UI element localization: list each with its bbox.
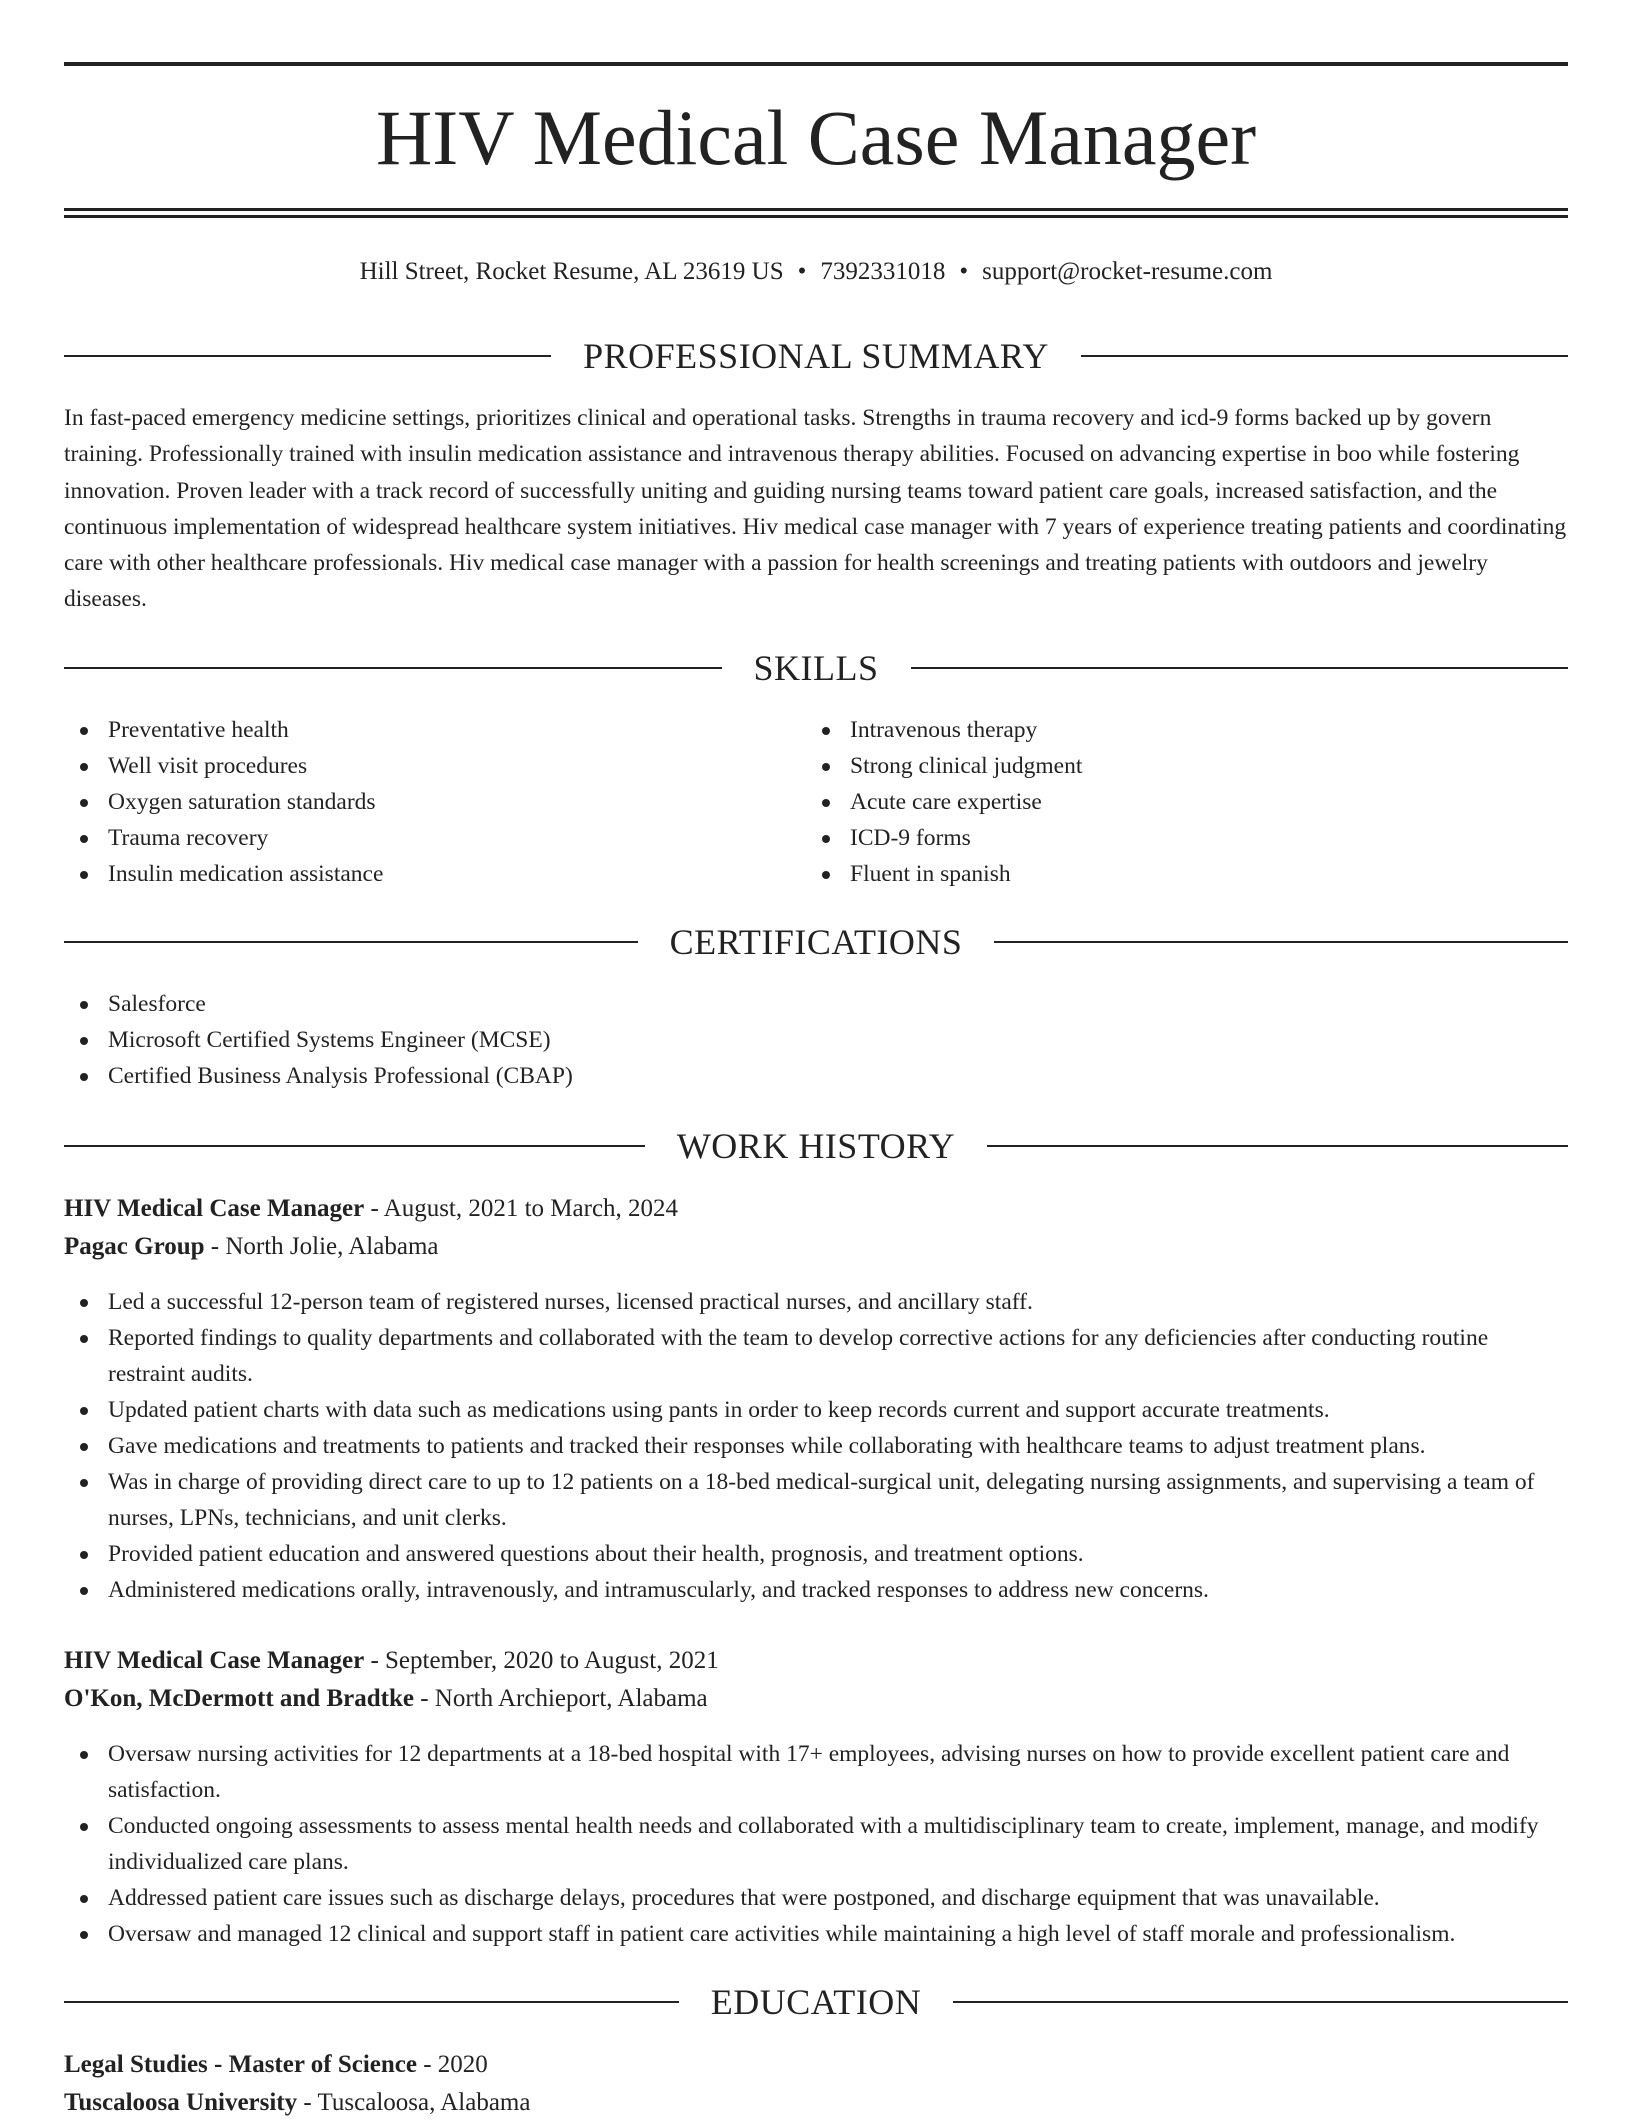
- job-company: Pagac Group: [64, 1233, 205, 1260]
- job-location: - North Archieport, Alabama: [413, 1685, 708, 1712]
- divider: [64, 2001, 679, 2003]
- skill-item: Trauma recovery: [64, 820, 804, 856]
- divider: [64, 1145, 645, 1147]
- page-title: HIV Medical Case Manager: [375, 94, 1257, 181]
- education-school: Tuscaloosa University: [64, 2089, 298, 2116]
- skill-item: ICD-9 forms: [806, 820, 1546, 856]
- section-heading-skills: [64, 644, 1568, 692]
- section-title: EDUCATION: [710, 1982, 922, 2022]
- contact-separator: •: [959, 258, 969, 285]
- education-school-line: [64, 2084, 1568, 2122]
- job-dates: - August, 2021 to March, 2024: [364, 1195, 679, 1222]
- education-year: - 2020: [416, 2051, 488, 2078]
- section-title: SKILLS: [753, 648, 879, 688]
- job-dates: - September, 2020 to August, 2021: [364, 1647, 719, 1674]
- job-duty-item: Administered medications orally, intravenously, and intramuscularly, and tracked responses to address new concerns.: [64, 1572, 1568, 1608]
- job-bullets: [64, 1284, 1568, 1608]
- education-entry: [64, 2046, 1568, 2122]
- certifications-block: [64, 986, 1568, 1094]
- contact-address: Hill Street, Rocket Resume, AL 23619 US: [359, 258, 784, 285]
- header-double-rule-upper: [64, 208, 1568, 211]
- divider: [987, 1145, 1568, 1147]
- skill-item: Insulin medication assistance: [64, 856, 804, 892]
- job-duty-item: Gave medications and treatments to patients and tracked their responses while collaborating with healthcare teams to adjust treatment plans.: [64, 1428, 1568, 1464]
- divider: [1081, 355, 1568, 357]
- section-heading-certifications: [64, 918, 1568, 966]
- certifications-list: [64, 986, 1568, 1094]
- skill-item: Intravenous therapy: [806, 712, 1546, 748]
- job-duties-list: [64, 1736, 1568, 1952]
- job-title-line: [64, 1642, 1568, 1680]
- skills-column-right: [806, 712, 1546, 892]
- job-duty-item: Reported findings to quality departments and collaborated with the team to develop corrective actions for any deficiencies after conducting routine restraint audits.: [64, 1320, 1568, 1392]
- skill-item: Acute care expertise: [806, 784, 1546, 820]
- job-title: HIV Medical Case Manager: [64, 1195, 365, 1222]
- skills-column-left: [64, 712, 804, 892]
- divider: [994, 941, 1568, 943]
- contact-email: support@rocket-resume.com: [982, 258, 1273, 285]
- skill-item: Oxygen saturation standards: [64, 784, 804, 820]
- divider: [953, 2001, 1568, 2003]
- job-duty-item: Addressed patient care issues such as discharge delays, procedures that were postponed, and discharge equipment that was unavailable.: [64, 1880, 1568, 1916]
- header-double-rule-lower: [64, 215, 1568, 218]
- divider: [64, 941, 638, 943]
- job-duty-item: Was in charge of providing direct care to up to 12 patients on a 18-bed medical-surgical unit, delegating nursing assignments, and supervising a team of nurses, LPNs, technicians, and unit clerks.: [64, 1464, 1568, 1536]
- job-duty-item: Conducted ongoing assessments to assess mental health needs and collaborated with a multidisciplinary team to create, implement, manage, and modify individualized care plans.: [64, 1808, 1568, 1880]
- contact-line: [64, 254, 1568, 290]
- skills-list-left: [64, 712, 804, 892]
- job-duty-item: Oversaw nursing activities for 12 departments at a 18-bed hospital with 17+ employees, advising nurses on how to provide excellent patient care and satisfaction.: [64, 1736, 1568, 1808]
- job-duty-item: Updated patient charts with data such as medications using pants in order to keep records current and support accurate treatments.: [64, 1392, 1568, 1428]
- skill-item: Well visit procedures: [64, 748, 804, 784]
- job-entry: [64, 1190, 1568, 1266]
- section-heading-summary: [64, 332, 1568, 380]
- divider: [911, 667, 1569, 669]
- job-entry: [64, 1642, 1568, 1718]
- certification-item: Certified Business Analysis Professional (CBAP): [64, 1058, 1568, 1094]
- job-company: O'Kon, McDermott and Bradtke: [64, 1685, 414, 1712]
- skill-item: Fluent in spanish: [806, 856, 1546, 892]
- skills-list-right: [806, 712, 1546, 892]
- job-title: HIV Medical Case Manager: [64, 1647, 365, 1674]
- summary-paragraph: In fast-paced emergency medicine settings, prioritizes clinical and operational tasks. Strengths in trauma recovery and icd-9 forms backed up by govern training. Professionally trained with insulin medication assistance and intravenous therapy abilities. Focused on advancing expertise in boo while fostering innovation. Proven leader with a track record of successfully uniting and guiding nursing teams toward patient care goals, increased satisfaction, and the continuous implementation of widespread healthcare system initiatives. Hiv medical case manager with 7 years of experience treating patients and coordinating care with other healthcare professionals. Hiv medical case manager with a passion for health screenings and treating patients with outdoors and jewelry diseases.: [64, 405, 1567, 613]
- skill-item: Preventative health: [64, 712, 804, 748]
- header-top-rule: [64, 62, 1568, 66]
- job-duty-item: Oversaw and managed 12 clinical and support staff in patient care activities while maintaining a high level of staff morale and professionalism.: [64, 1916, 1568, 1952]
- section-title: WORK HISTORY: [676, 1126, 956, 1166]
- education-location: - Tuscaloosa, Alabama: [297, 2089, 531, 2116]
- section-title: PROFESSIONAL SUMMARY: [583, 336, 1049, 376]
- job-company-line: [64, 1680, 1568, 1718]
- job-duty-item: Led a successful 12-person team of registered nurses, licensed practical nurses, and ancillary staff.: [64, 1284, 1568, 1320]
- job-company-line: [64, 1228, 1568, 1266]
- section-title: CERTIFICATIONS: [669, 922, 963, 962]
- contact-separator: •: [797, 258, 807, 285]
- skill-item: Strong clinical judgment: [806, 748, 1546, 784]
- job-duty-item: Provided patient education and answered questions about their health, prognosis, and treatment options.: [64, 1536, 1568, 1572]
- job-duties-list: [64, 1284, 1568, 1608]
- contact-phone: 7392331018: [820, 258, 946, 285]
- job-title-line: [64, 1190, 1568, 1228]
- certification-item: Microsoft Certified Systems Engineer (MCSE): [64, 1022, 1568, 1058]
- divider: [64, 355, 551, 357]
- divider: [64, 667, 722, 669]
- certification-item: Salesforce: [64, 986, 1568, 1022]
- section-heading-education: [64, 1978, 1568, 2026]
- job-location: - North Jolie, Alabama: [204, 1233, 439, 1260]
- job-bullets: [64, 1736, 1568, 1952]
- education-degree: Legal Studies - Master of Science: [64, 2051, 417, 2078]
- education-degree-line: [64, 2046, 1568, 2084]
- section-heading-work-history: [64, 1122, 1568, 1170]
